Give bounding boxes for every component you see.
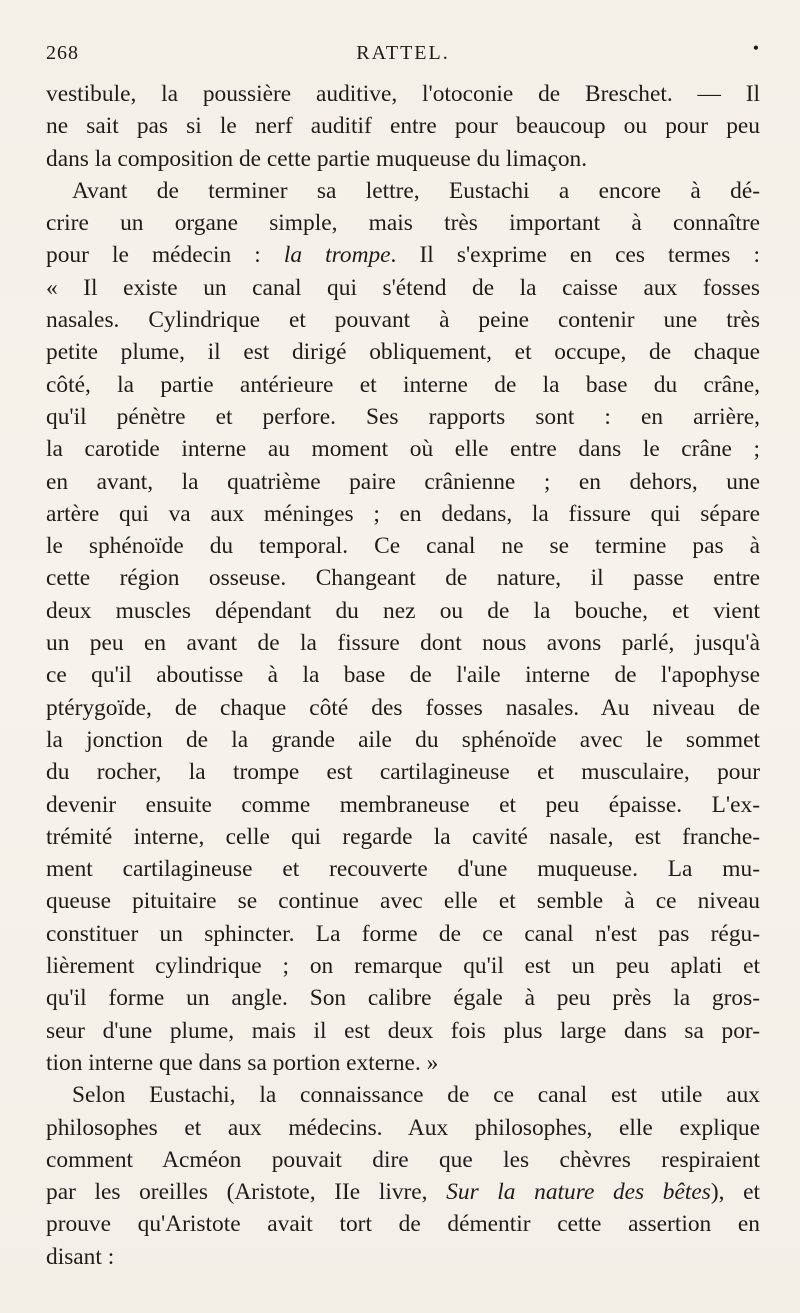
text-line [46, 78, 760, 110]
text-line [46, 530, 760, 562]
text-line [46, 1144, 760, 1176]
text-line [46, 918, 760, 950]
text-segment: seur d'une plume, mais il est deux fois plus large dans sa por- [46, 1017, 760, 1044]
text-line [46, 627, 760, 659]
text-segment: « Il existe un canal qui s'étend de la caisse aux fosses [46, 274, 760, 301]
text-line [46, 950, 760, 982]
text-segment: côté, la partie antérieure et interne de la base du crâne, [46, 371, 760, 398]
text-line [46, 821, 760, 853]
text-segment: tion interne que dans sa portion externe. » [46, 1049, 439, 1076]
text-segment: la carotide interne au moment où elle entre dans le crâne ; [46, 436, 760, 463]
text-segment: trémité interne, celle qui regarde la cavité nasale, est franche- [46, 823, 760, 850]
text-line [46, 1176, 760, 1208]
text-line [46, 659, 760, 691]
text-line [46, 401, 760, 433]
text-segment: prouve qu'Aristote avait tort de démentir cette assertion en [46, 1211, 760, 1238]
text-segment: philosophes et aux médecins. Aux philosophes, elle explique [46, 1114, 760, 1141]
text-line [46, 1079, 760, 1111]
text-line [46, 562, 760, 594]
text-line [46, 336, 760, 368]
text-segment: ce qu'il aboutisse à la base de l'aile interne de l'apophyse [46, 662, 760, 689]
text-segment: cette région osseuse. Changeant de nature, il passe entre [46, 565, 760, 592]
text-line [46, 433, 760, 465]
running-title: RATTEL. [356, 42, 450, 64]
body-text [46, 78, 760, 1273]
text-line [46, 1047, 760, 1079]
italic-segment: Sur la nature des bêtes [446, 1179, 711, 1206]
text-line [46, 110, 760, 142]
text-segment: artère qui va aux méninges ; en dedans, la fissure qui sépare [46, 500, 760, 527]
text-segment: nasales. Cylindrique et pouvant à peine contenir une très [46, 307, 760, 334]
text-segment: un peu en avant de la fissure dont nous avons parlé, jusqu'à [46, 630, 760, 657]
text-line [46, 595, 760, 627]
text-segment: crire un organe simple, mais très important à connaître [46, 210, 760, 237]
text-segment: par les oreilles (Aristote, IIe livre, [46, 1179, 447, 1206]
text-segment: petite plume, il est dirigé obliquement, et occupe, de chaque [46, 339, 760, 366]
page-number: 268 [46, 42, 79, 64]
text-segment: ptérygoïde, de chaque côté des fosses nasales. Au niveau de [46, 694, 760, 721]
text-line [46, 175, 760, 207]
text-segment: dans la composition de cette partie muqueuse du limaçon. [46, 145, 588, 172]
text-line [46, 982, 760, 1014]
text-line [46, 272, 760, 304]
text-segment: . Il s'exprime en ces termes : [390, 242, 760, 269]
text-segment: pour le médecin : [46, 242, 284, 269]
text-line [46, 466, 760, 498]
text-line [46, 789, 760, 821]
text-line [46, 885, 760, 917]
text-segment: vestibule, la poussière auditive, l'otoconie de Breschet. — Il [46, 81, 760, 107]
text-line [46, 756, 760, 788]
text-line [46, 369, 760, 401]
text-segment: lièrement cylindrique ; on remarque qu'il est un peu aplati et [46, 953, 760, 980]
text-segment: en avant, la quatrième paire crânienne ; en dehors, une [46, 468, 760, 495]
text-segment: constituer un sphincter. La forme de ce canal n'est pas régu- [46, 920, 760, 947]
running-head [46, 38, 760, 78]
text-line [46, 853, 760, 885]
text-line [46, 239, 760, 271]
text-segment: qu'il forme un angle. Son calibre égale à peu près la gros- [46, 985, 760, 1012]
italic-segment: la trompe [283, 242, 391, 269]
text-line [46, 304, 760, 336]
text-segment: du rocher, la trompe est cartilagineuse et musculaire, pour [46, 759, 760, 786]
text-line [46, 692, 760, 724]
text-line [46, 498, 760, 530]
running-head-mark: • [752, 38, 760, 58]
text-segment: devenir ensuite comme membraneuse et peu épaisse. L'ex- [46, 791, 760, 818]
text-line [46, 1015, 760, 1047]
text-line [46, 724, 760, 756]
text-line [46, 143, 760, 175]
text-line [46, 207, 760, 239]
text-segment: ne sait pas si le nerf auditif entre pour beaucoup ou pour peu [46, 113, 760, 140]
text-segment: comment Acméon pouvait dire que les chèvres respiraient [46, 1146, 760, 1173]
text-segment: disant : [46, 1243, 115, 1270]
text-segment: deux muscles dépendant du nez ou de la bouche, et vient [46, 597, 760, 624]
text-segment: queuse pituitaire se continue avec elle et semble à ce niveau [46, 888, 760, 915]
text-segment: Selon Eustachi, la connaissance de ce canal est utile aux [72, 1082, 760, 1109]
text-segment: le sphénoïde du temporal. Ce canal ne se termine pas à [46, 533, 760, 560]
text-segment: ), et [710, 1179, 760, 1206]
text-segment: qu'il pénètre et perfore. Ses rapports sont : en arrière, [46, 403, 760, 430]
text-segment: Avant de terminer sa lettre, Eustachi a encore à dé- [72, 177, 760, 204]
text-line [46, 1208, 760, 1240]
text-segment: la jonction de la grande aile du sphénoïde avec le sommet [46, 726, 760, 753]
text-segment: ment cartilagineuse et recouverte d'une muqueuse. La mu- [46, 856, 760, 883]
text-line [46, 1241, 760, 1273]
text-line [46, 1112, 760, 1144]
